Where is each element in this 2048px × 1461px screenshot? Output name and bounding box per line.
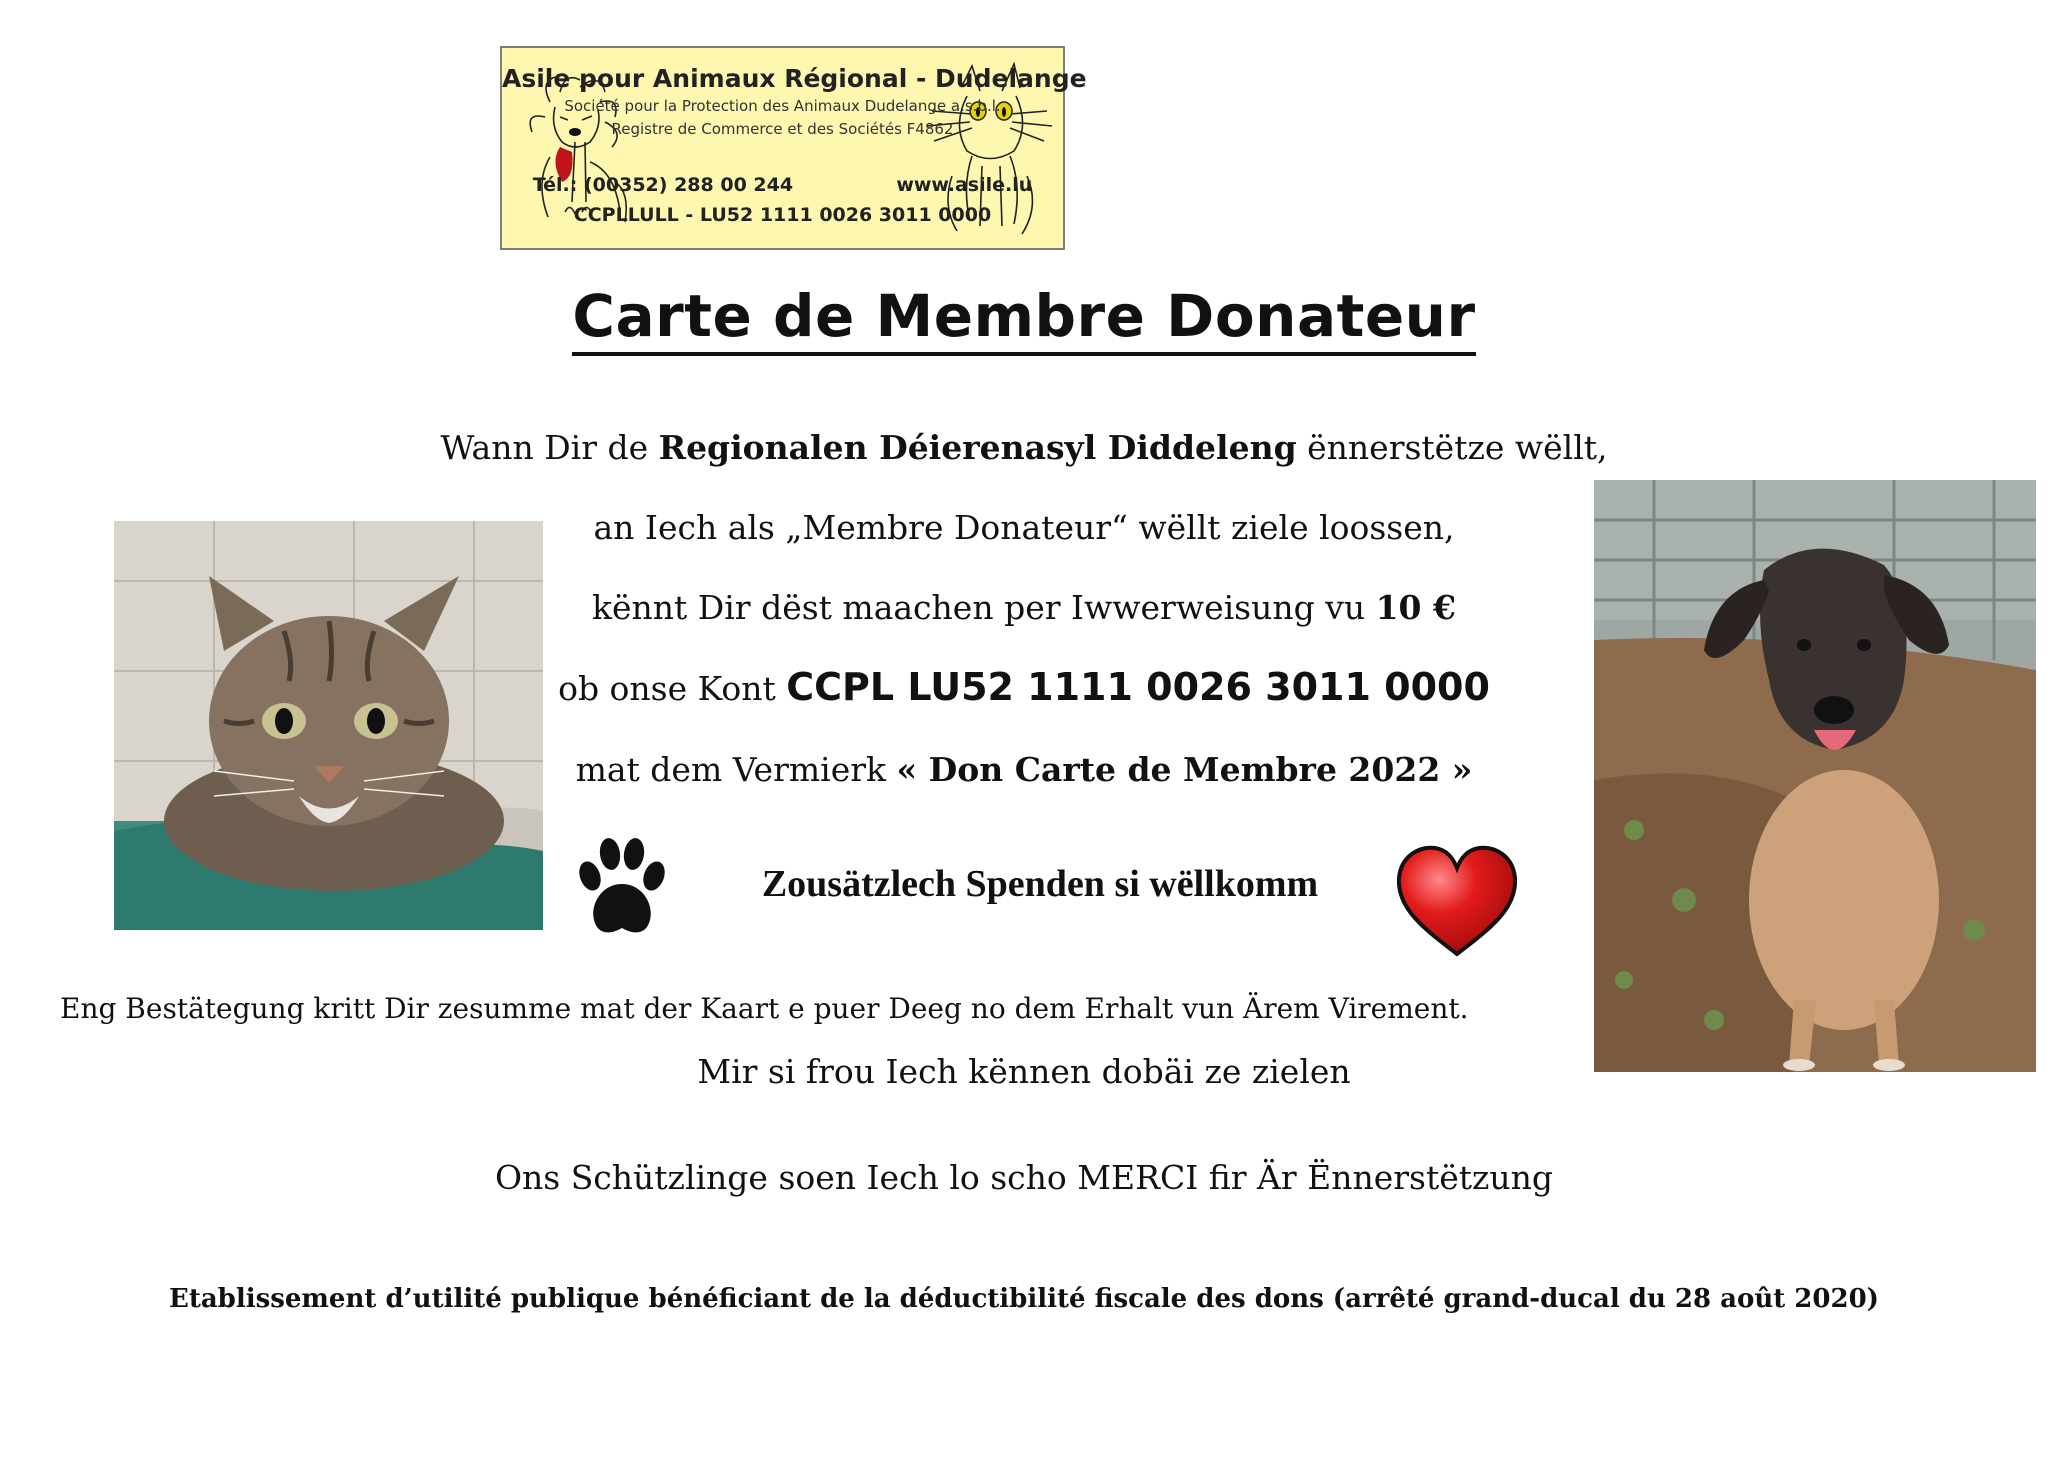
org-name: Asile pour Animaux Régional - Dudelange [502,64,1087,93]
transfer-reference: « Don Carte de Membre 2022 » [896,750,1473,789]
confirmation-text: Eng Bestätegung kritt Dir zesumme mat der Kaart e puer Deeg no dem Erhalt vun Ärem Virement. [60,992,1469,1025]
shelter-name: Regionalen Déierenasyl Diddeleng [658,428,1297,467]
heart-icon [1393,842,1521,962]
donation-amount: 10 € [1375,588,1456,627]
page-title: Carte de Membre Donateur [0,282,2048,350]
paw-print-icon [572,832,668,944]
extra-donations-text: Zousätzlech Spenden si wëllkomm [761,863,1319,905]
legal-notice: Etablissement d’utilité publique bénéficiant de la déductibilité fiscale des dons (arrêté grand-ducal du 28 août 2020) [169,1284,1879,1314]
cat-photo [114,521,543,930]
org-website[interactable]: www.asile.lu [896,174,1033,196]
body-line-1: Wann Dir de Regionalen Déierenasyl Diddeleng ënnerstëtze wëllt, [440,428,1608,467]
body-line-3: kënnt Dir dëst maachen per Iwwerweisung vu 10 € [592,588,1456,627]
body-line-4: ob onse Kont CCPL LU52 1111 0026 3011 0000 [558,665,1490,709]
header-banner [500,46,1087,250]
org-phone: Tél.: (00352) 288 00 244 [532,174,794,196]
dog-photo [1594,480,2036,1072]
org-registry: Registre de Commerce et des Sociétés F4862 [611,120,954,138]
body-line-2: an Iech als „Membre Donateur“ wëllt ziele loossen, [593,508,1455,547]
happy-text: Mir si frou Iech kënnen dobäi ze zielen [697,1052,1351,1091]
org-subtitle: Société pour la Protection des Animaux Dudelange a.s.b.l. [564,97,1001,115]
org-bank: CCPLLULL - LU52 1111 0026 3011 0000 [573,204,992,226]
body-line-5: mat dem Vermierk « Don Carte de Membre 2022 » [575,750,1473,789]
account-iban: CCPL LU52 1111 0026 3011 0000 [786,665,1490,709]
org-contact [502,174,1063,196]
thanks-text: Ons Schützlinge soen Iech lo scho MERCI fir Är Ënnerstëtzung [494,1158,1554,1197]
